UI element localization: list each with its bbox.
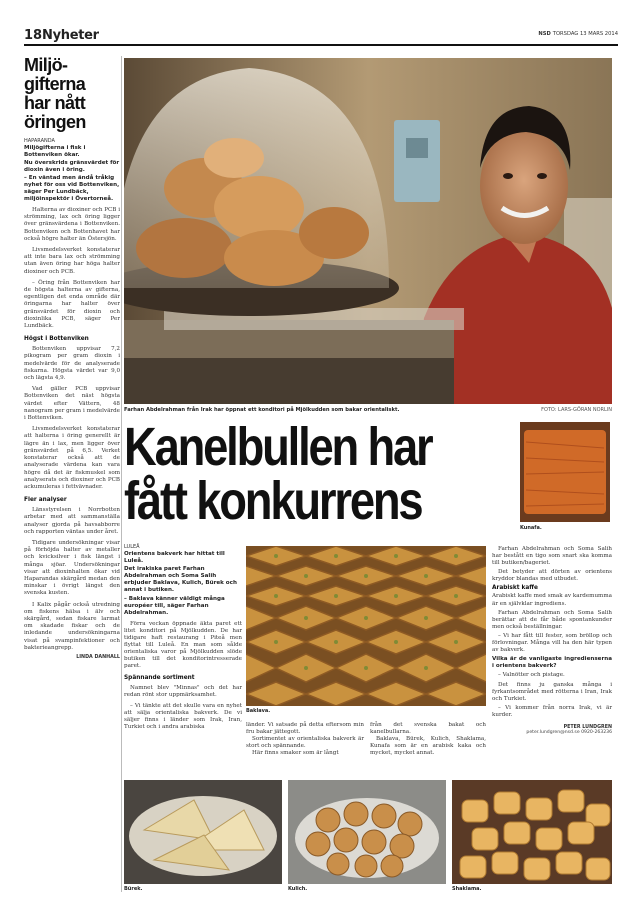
main-photo [124, 58, 612, 404]
article-column-1 [124, 544, 242, 731]
burek-illustration [124, 780, 282, 884]
ingress-para: Det irakiska paret Farhan Abdelrahman och Soma Salih erbjuder Baklava, Kulich, Bürek och annat i butiken. [124, 566, 237, 594]
baklava-caption: Baklava. [246, 708, 271, 714]
left-dateline: HAPARANDA [24, 138, 55, 144]
author-email: peter.lundgren@nsd.se 0920-263236 [526, 729, 612, 735]
baklava-illustration [246, 546, 486, 706]
left-article [24, 56, 120, 892]
page-header [24, 30, 618, 46]
left-body-para: Bottenviken uppvisar 7,2 pikogram per gram dioxin i medelvärde för de analyserade fiskarna. Högsta värdet var 9,0 och lägsta 4,9. [24, 346, 120, 382]
article-subhead: Arabiskt kaffe [492, 585, 538, 592]
section-name: Nyheter [42, 28, 99, 43]
ingress-para: – Baklava känner väldigt många européer till, säger Farhan Abdelrahman. [124, 595, 225, 616]
kunafa-photo [520, 422, 610, 522]
photo-credit: FOTO: LARS-GÖRAN NORLIN [541, 407, 612, 413]
headline-line: Kanelbullen har [124, 417, 432, 477]
left-subhead: Fler analyser [24, 497, 67, 504]
left-headline-line: gifterna [24, 74, 86, 94]
body-para: – Valnötter och pistage. [498, 672, 565, 679]
left-body-para: Halterna av dioxiner och PCB i strömming, lax och öring ligger över gränsvärdena i Bottenviken. Bottenviken och Bottenhavet har också högre halter än Östersjön. [24, 207, 120, 242]
left-subhead: Högst i Bottenviken [24, 336, 89, 343]
page-number: 18 [24, 28, 43, 43]
body-para: Förra veckan öppnade äkta paret ett litet konditori på Mjölkudden. De har tidigare haft restaurang i Piteå men flyttat till Luleå. En man som sålde orientaliska varor på Mjölkudden slöde butiken till det konditorintresserade paret. [124, 620, 242, 670]
issue-date: TORSDAG 13 MARS 2014 [552, 31, 618, 37]
main-headline [124, 417, 453, 531]
left-headline-line: Miljö- [24, 56, 68, 75]
left-body-para: Tidigare undersökningar visar på förhöjda halter av metaller och kvicksilver i fisk längst i många sjöar. Undersökningar visar att dioxinhalten ökar vid Haparandas skärgård medan den minskar i övrigt längst den svenska kusten. [24, 539, 120, 597]
left-body-para: I Kalix pågår också utredning om fiskens hälsa i älv och skärgård, sedan fiskare larmat om skadade fiskar och de inledande undersökningarna visat på svampinfektioner och bakterieangrepp. [24, 601, 120, 651]
article-column-3 [370, 722, 486, 757]
left-body-para: Livsmedelsverket konstaterar att inte bara lax och strömming utan även öring har höga halter dioxiner och PCB. [24, 247, 120, 275]
left-byline: LINDA DANHALL [76, 654, 120, 660]
left-ingress-para: Nu överskrids gränsvärdet för dioxin även i öring. [24, 160, 120, 173]
body-para: från det svenska bakat och kanelbullarna. [370, 722, 486, 736]
body-para: Arabiskt kaffe med smak av kardemumma är en självklar ingrediens. [492, 593, 612, 607]
kunafa-caption: Kunafa. [520, 525, 542, 531]
shaklama-photo [452, 780, 612, 884]
shaklama-caption: Shaklama. [452, 886, 482, 892]
body-para: – Vi tänkte att det skulle vara en nyhet att sälja orientaliska bakverk. De vi säljer finns i länder som Irak, Iran, Turkiet och i andra arabiska [124, 702, 242, 730]
body-para: Det finns ju ganska många i fyrkantsområdet med rötterna i Iran, Irak och Turkiet. [492, 681, 612, 702]
left-headline-line: öringen [24, 112, 86, 132]
left-body-para: Länsstyrelsen i Norrbotten arbetar med att sammanställa analyser gjorda på havsabborre och rapporten väntas under året. [24, 507, 120, 535]
burek-photo [124, 780, 282, 884]
body-para: Farhan Abdelrahman och Soma Salih berättar att de får både spontankunder men också beställningar. [492, 609, 612, 630]
left-body [24, 207, 120, 660]
article-ingress [124, 551, 242, 617]
question-para: Vilka är de vanligaste ingredienserna i orientens bakverk? [492, 656, 612, 670]
body-para: Namnet blev "Minnas" och det har redan rönt stor uppmärksamhet. [124, 684, 242, 698]
kunafa-illustration [520, 422, 610, 522]
left-body-para: Vad gäller PCB uppvisar Bottenviken det näst högsta värdet efter Vättern, 48 nanogram per gram i medelvärde i Bottenviken. [24, 386, 120, 422]
body-para: Här finns smaker som är långt [252, 750, 339, 757]
article-dateline: LULEÅ [124, 544, 140, 550]
body-para: Baklava, Bürek, Kulich, Shaklama, Kunafa som är en arabisk kaka och mycket, mycket annat. [370, 736, 486, 757]
left-body-para: – Öring från Bottenviken har de högsta halterna av gifterna, egentligen det enda område där öringarna har halter över gränsvärdet för dioxin och dioxinlika PCB, säger Per Lundbäck. [24, 279, 120, 330]
kulich-caption: Kulich. [288, 886, 308, 892]
paper-date [538, 31, 618, 37]
article-column-2 [246, 722, 364, 757]
body-para: Det betyder att dörten av orientens kryddor blandas med utbudet. [492, 569, 612, 583]
left-headline [24, 56, 120, 132]
body-para: Sortimentet av orientaliska bakverk är stort och spännande. [246, 736, 364, 750]
body-para: – Vi kommer från norra Irak, vi är kurder. [492, 704, 612, 718]
burek-caption: Bürek. [124, 886, 143, 892]
main-photo-illustration [124, 58, 612, 404]
paper-name: NSD [538, 31, 551, 37]
kulich-illustration [288, 780, 446, 884]
article-subhead: Spännande sortiment [124, 674, 195, 681]
left-ingress [24, 145, 120, 203]
left-headline-line: har nått [24, 93, 86, 113]
shaklama-illustration [452, 780, 612, 884]
article-column-4 [492, 546, 612, 735]
main-photo-caption: Farhan Abdelrahman från Irak har öppnat ett konditori på Mjölkudden som bakar orientaliskt. [124, 407, 400, 413]
body-para: Farhan Abdelrahman och Soma Salih har bestått en tigo som snart ska komma till butiken/bageriet. [492, 546, 612, 567]
left-ingress-para: Miljögifterna i fisk i Bottenviken ökar. [24, 145, 86, 158]
article-signature: PETER LUNDGREN [563, 724, 612, 730]
body-para: – Vi har fått till fester, som bröllop och förlovningar. Många vill ha den här typen av bakverk. [492, 632, 612, 654]
left-body-para: Livsmedelsverket konstaterar att halterna i öring generellt är lägre än i lax, men ligger över gränsvärdet på 6,5. Verket konstaterar också att de analyserade värdena kan vara högre då det är fiskmuskel som analyserats och dioxiner och PCB ackumuleras i fettvävnader. [24, 426, 120, 490]
ingress-para: Orientens bakverk har hittat till Luleå. [124, 551, 225, 565]
baklava-photo [246, 546, 486, 706]
left-ingress-para: – En väntad men ändå tråkig nyhet för oss vid Bottenviken, säger Per Lundbäck, miljöinspektör i Övertorneå. [24, 175, 120, 202]
kulich-photo [288, 780, 446, 884]
column-divider [121, 56, 122, 892]
body-para: länder. Vi satsade på detta eftersom min fru bakar jättegott. [246, 722, 364, 736]
headline-line: fått konkurrens [124, 471, 422, 531]
